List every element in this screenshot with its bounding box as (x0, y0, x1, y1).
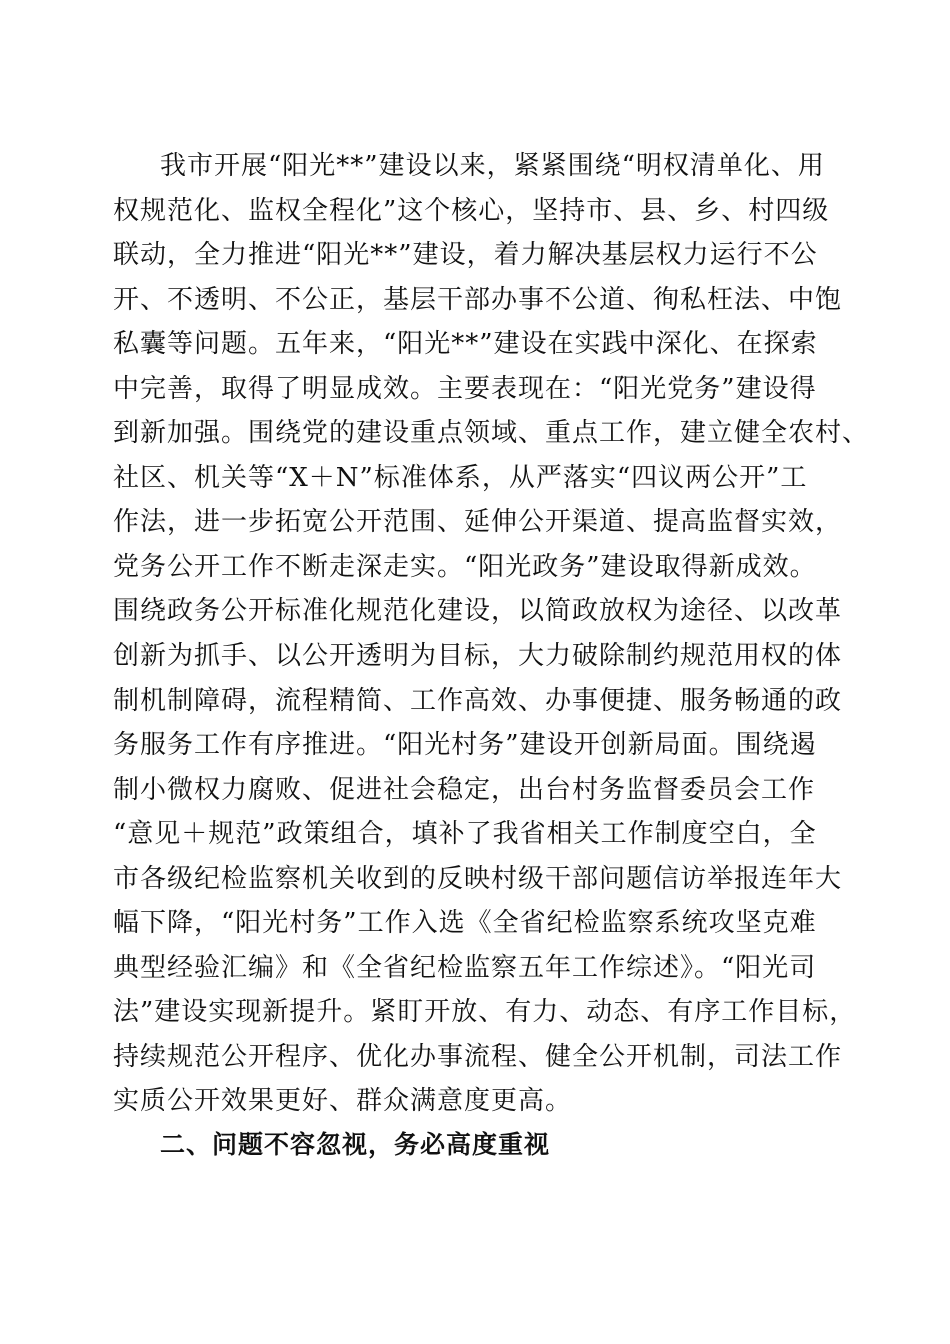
paragraph-line: 典型经验汇编》和《全省纪检监察五年工作综述》。“阳光司 (113, 952, 817, 983)
paragraph-line: 党务公开工作不断走深走实。“阳光政务”建设取得新成效。 (113, 551, 817, 582)
paragraph-line: 实质公开效果更好、群众满意度更高。 (113, 1086, 573, 1117)
paragraph-line: 法”建设实现新提升。紧盯开放、有力、动态、有序工作目标， (113, 997, 857, 1028)
paragraph-line: 我市开展“阳光**”建设以来，紧紧围绕“明权清单化、用 (160, 151, 825, 181)
paragraph-line: 制机制障碍，流程精简、工作高效、办事便捷、服务畅通的政 (113, 685, 843, 716)
paragraph-line: 社区、机关等“X＋N”标准体系，从严落实“四议两公开”工 (113, 462, 808, 493)
paragraph-line: 中完善，取得了明显成效。主要表现在：“阳光党务”建设得 (113, 373, 817, 404)
paragraph-line: 私囊等问题。五年来，“阳光**”建设在实践中深化、在探索 (113, 329, 818, 360)
paragraph-line: 作法，进一步拓宽公开范围、延伸公开渠道、提高监督实效， (113, 507, 843, 538)
paragraph-line: 到新加强。围绕党的建设重点领域、重点工作，建立健全农村、 (113, 418, 870, 449)
paragraph-line: 创新为抓手、以公开透明为目标，大力破除制约规范用权的体 (113, 641, 843, 672)
paragraph-line: 制小微权力腐败、促进社会稳定，出台村务监督委员会工作 (113, 774, 816, 805)
paragraph-line: 幅下降，“阳光村务”工作入选《全省纪检监察系统攻坚克难 (113, 908, 817, 939)
paragraph-line: 联动，全力推进“阳光**”建设，着力解决基层权力运行不公 (113, 240, 818, 271)
paragraph-line: 务服务工作有序推进。“阳光村务”建设开创新局面。围绕遏 (113, 730, 817, 761)
paragraph-line: “意见＋规范”政策组合，填补了我省相关工作制度空白，全 (113, 819, 817, 850)
paragraph-line: 持续规范公开程序、优化办事流程、健全公开机制，司法工作 (113, 1041, 843, 1072)
body-paragraph (113, 144, 870, 1124)
paragraph-line: 开、不透明、不公正，基层干部办事不公道、徇私枉法、中饱 (113, 284, 843, 315)
paragraph-line: 围绕政务公开标准化规范化建设，以简政放权为途径、以改革 (113, 596, 843, 627)
paragraph-line: 市各级纪检监察机关收到的反映村级干部问题信访举报连年大 (113, 863, 843, 894)
section-heading: 二、问题不容忽视，务必高度重视 (160, 1130, 551, 1159)
paragraph-line: 权规范化、监权全程化”这个核心，坚持市、县、乡、村四级 (113, 195, 830, 226)
